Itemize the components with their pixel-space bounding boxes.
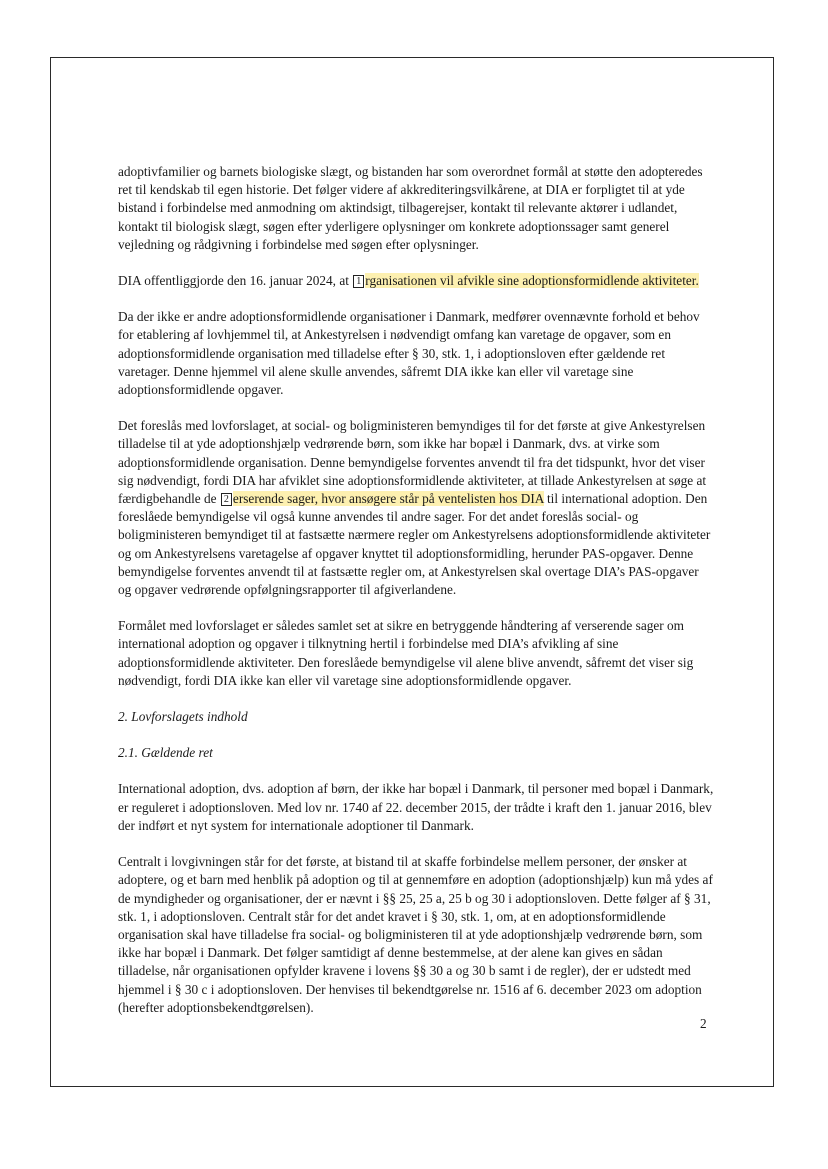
- paragraph-international-adoption: International adoption, dvs. adoption af børn, der ikke har bopæl i Danmark, til personer med bopæl i Danmark, er reguleret i adoptionsloven. Med lov nr. 1740 af 22. december 2015, der trådte i kraft den 1. januar 2016, blev der indført et nyt system for internationale adoptioner til Danmark.: [118, 781, 714, 833]
- section-heading: 2. Lovforslagets indhold: [118, 709, 248, 725]
- paragraph-pas-assistance: adoptivfamilier og barnets biologiske slægt, og bistanden har som overordnet formål at støtte den adopteredes ret til kendskab til egen historie. Det følger videre af akkrediteringsvilkårene, at DIA er forpligtet til at yde bistand i forbindelse med anmodning om aktindsigt, tilbagerejser, kontakt til relevante aktører i udlandet, kontakt til biologisk slægt, søgen efter yderligere oplysninger om konkrete adoptionssager samt generel vejledning og rådgivning i forbindelse med søgen efter oplysninger.: [118, 164, 703, 252]
- comment-marker-1[interactable]: 1: [353, 275, 364, 288]
- highlighted-text-1: rganisationen vil afvikle sine adoptionsformidlende aktiviteter.: [365, 273, 699, 289]
- page-number: 2: [700, 1016, 707, 1031]
- paragraph-text: til international adoption. Den foreslåede bemyndigelse vil også kunne anvendes til andre sager. For det andet foreslås social- og boligministeren bemyndiget til at fastsætte nærmere regler om Ankestyrelsens adoptionsformidlende aktiviteter og om Ankestyrelsens varetagelse af opgaver knyttet til adoptionsformidling, herunder PAS-opgaver. Denne bemyndigelse forventes anvendt til at fastsætte regler om, at Ankestyrelsen skal overtage DIA’s PAS-opgaver og opgaver vedrørende opfølgningsrapporter til afgiverlandene.: [118, 491, 711, 598]
- paragraph-legal-basis: Da der ikke er andre adoptionsformidlende organisationer i Danmark, medfører ovennævnte forhold et behov for etablering af lovhjemmel til, at Ankestyrelsen i nødvendigt omfang kan varetage de opgaver, som en adoptionsformidlende organisation med tilladelse efter § 30, stk. 1, i adoptionsloven efter gældende ret varetager. Denne hjemmel vil alene skulle anvendes, såfremt DIA ikke kan eller vil varetage sine adoptionsformidlende opgaver.: [118, 309, 700, 398]
- paragraph-purpose: Formålet med lovforslaget er således samlet set at sikre en betryggende håndtering af verserende sager om international adoption og opgaver i tilknytning hertil i forbindelse med DIA’s afvikling af sine adoptionsformidlende aktiviteter. Den foreslåede bemyndigelse vil alene blive anvendt, såfremt det viser sig nødvendigt, fordi DIA ikke kan eller vil varetage sine adoptionsformidlende opgaver.: [118, 618, 694, 688]
- highlighted-text-2: erserende sager, hvor ansøgere står på ventelisten hos DIA: [232, 491, 544, 507]
- comment-marker-2[interactable]: 2: [221, 493, 232, 506]
- paragraph-text: Det foreslås med lovforslaget, at social- og boligministeren bemyndiges til for det første at give Ankestyrelsen tilladelse til at yde adoptionshjælp vedrørende børn, som ikke har bopæl i Danmark, dvs. at virke som adoptionsformidlende organisation. Denne bemyndigelse forventes anvendt til fra det tidspunkt, hvor det viser sig nødvendigt, fordi DIA har afviklet sine adoptionsformidlende aktiviteter, at tillade Ankestyrelsen at søge at færdigbehandle de: [118, 418, 707, 507]
- paragraph-bill-proposal: [118, 417, 714, 599]
- paragraph-text: DIA offentliggjorde den 16. januar 2024, at: [118, 273, 353, 289]
- subsection-heading: 2.1. Gældende ret: [118, 745, 213, 761]
- paragraph-dia-announcement: [118, 272, 714, 290]
- document-body: [118, 163, 714, 1035]
- paragraph-legislation-central: Centralt i lovgivningen står for det første, at bistand til at skaffe forbindelse mellem personer, der ønsker at adoptere, og et barn med henblik på adoption og til at gennemføre en adoption (adoptionshjælp) kun må ydes af de myndigheder og organisationer, der er nævnt i §§ 25, 25 a, 25 b og 30 i adoptionsloven. Dette følger af § 31, stk. 1, i adoptionsloven. Centralt står for det andet kravet i § 30, stk. 1, om, at en adoptionsformidlende organisation skal have tilladelse fra social- og boligministeren til at yde adoptionshjælp vedrørende børn, som ikke har bopæl i Danmark. Det følger samtidigt af denne bestemmelse, at der alene kan gives en sådan tilladelse, når organisationen opfylder kravene i lovens §§ 30 a og 30 b samt i de regler), der er udstedt med hjemmel i § 30 c i adoptionsloven. Der henvises til bekendtgørelse nr. 1516 af 6. december 2023 om adoption (herefter adoptionsbekendtgørelsen).: [118, 854, 713, 1015]
